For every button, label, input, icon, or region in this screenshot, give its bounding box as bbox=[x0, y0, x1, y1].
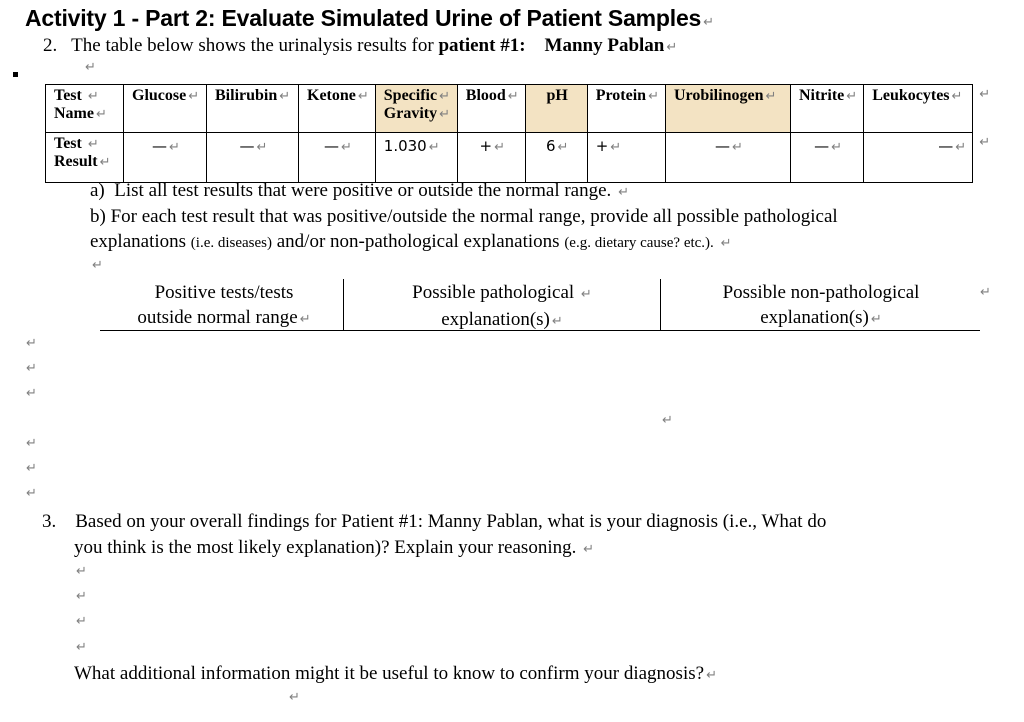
paragraph-mark-icon: ↵ bbox=[507, 89, 519, 104]
paragraph-mark-icon: ↵ bbox=[299, 312, 311, 327]
instruction-a: a) List all test results that were positive or outside the normal range. ↵ bbox=[90, 180, 629, 201]
table-header-cell: Bilirubin ↵ bbox=[207, 85, 299, 133]
paragraph-mark-icon: ↵ bbox=[706, 668, 717, 683]
paragraph-mark-icon: ↵ bbox=[580, 287, 592, 302]
paragraph-mark-icon: ↵ bbox=[720, 236, 732, 251]
paragraph-mark-icon: ↵ bbox=[256, 140, 268, 155]
paragraph-mark-icon: ↵ bbox=[279, 89, 291, 104]
question-number: 3. bbox=[42, 511, 57, 532]
question-2 bbox=[43, 35, 677, 57]
answer-col-non-pathological: Possible non-pathological explanation(s) ↵ bbox=[722, 282, 920, 328]
table-cell: 1.030 ↵ bbox=[375, 133, 457, 183]
row-end-mark bbox=[973, 85, 991, 133]
paragraph-mark-icon: ↵ bbox=[76, 614, 87, 629]
paragraph-mark-icon: ↵ bbox=[846, 89, 858, 104]
paragraph-mark-icon: ↵ bbox=[428, 140, 440, 155]
paragraph-mark-icon: ↵ bbox=[979, 86, 991, 102]
table-header-cell: pH bbox=[525, 85, 587, 133]
table-cell: — ↵ bbox=[299, 133, 376, 183]
table-row bbox=[46, 85, 991, 133]
paragraph-mark-icon: ↵ bbox=[557, 140, 569, 155]
paragraph-mark-icon: ↵ bbox=[169, 140, 180, 155]
table-row-label: Test ↵ Result ↵ bbox=[46, 133, 124, 183]
paragraph-mark-icon: ↵ bbox=[289, 690, 300, 705]
paragraph-mark-icon: ↵ bbox=[99, 155, 111, 170]
paragraph-mark-icon: ↵ bbox=[439, 89, 451, 104]
patient-label: patient #1: bbox=[438, 35, 526, 56]
question-number: 2. bbox=[43, 35, 58, 56]
paragraph-mark-icon: ↵ bbox=[831, 140, 843, 155]
paragraph-mark-icon: ↵ bbox=[648, 89, 659, 104]
paragraph-mark-icon: ↵ bbox=[26, 436, 37, 451]
paragraph-mark-icon: ↵ bbox=[357, 89, 369, 104]
paragraph-mark-icon: ↵ bbox=[980, 285, 991, 300]
instruction-b-line2: explanations (i.e. diseases) and/or non-pathological explanations (e.g. dietary cause? etc.). ↵ bbox=[90, 231, 732, 252]
paragraph-mark-icon: ↵ bbox=[26, 361, 37, 376]
urinalysis-table bbox=[45, 84, 991, 183]
table-cell: — ↵ bbox=[665, 133, 790, 183]
paragraph-mark-icon: ↵ bbox=[76, 640, 87, 655]
paragraph-mark-icon: ↵ bbox=[26, 336, 37, 351]
paragraph-mark-icon: ↵ bbox=[85, 60, 96, 75]
followup-question: What additional information might it be useful to know to confirm your diagnosis? ↵ bbox=[74, 663, 717, 684]
answer-col-positive-tests: Positive tests/tests outside normal range ↵ bbox=[137, 282, 311, 328]
paragraph-mark-icon: ↵ bbox=[76, 589, 87, 604]
question-3-line1: 3. Based on your overall findings for Patient #1: Manny Pablan, what is your diagnosis (i.e., What do bbox=[42, 511, 827, 532]
paragraph-mark-icon: ↵ bbox=[583, 542, 595, 557]
row-end-mark bbox=[973, 133, 991, 183]
paragraph-mark-icon: ↵ bbox=[95, 107, 107, 122]
table-cell: — ↵ bbox=[864, 133, 973, 183]
paragraph-mark-icon: ↵ bbox=[26, 486, 37, 501]
paragraph-mark-icon: ↵ bbox=[979, 134, 991, 150]
paragraph-mark-icon: ↵ bbox=[610, 140, 622, 155]
table-cell: — ↵ bbox=[790, 133, 863, 183]
bullet-icon bbox=[13, 72, 18, 77]
table-header-cell: Protein ↵ bbox=[587, 85, 665, 133]
table-header-cell: Glucose ↵ bbox=[124, 85, 207, 133]
paragraph-mark-icon: ↵ bbox=[955, 140, 967, 155]
paragraph-mark-icon: ↵ bbox=[662, 413, 673, 428]
table-header-cell: Test ↵ Name ↵ bbox=[46, 85, 124, 133]
table-cell: — ↵ bbox=[124, 133, 207, 183]
instruction-b-line1: b) For each test result that was positive/outside the normal range, provide all possible pathological bbox=[90, 206, 838, 227]
table-header-cell: Urobilinogen ↵ bbox=[665, 85, 790, 133]
question-text: The table below shows the urinalysis results for bbox=[71, 35, 439, 56]
paragraph-mark-icon: ↵ bbox=[340, 140, 352, 155]
paragraph-mark-icon: ↵ bbox=[732, 140, 743, 155]
table-header-cell: Blood ↵ bbox=[457, 85, 525, 133]
table-cell: — ↵ bbox=[207, 133, 299, 183]
paragraph-mark-icon: ↵ bbox=[92, 258, 103, 273]
paragraph-mark-icon: ↵ bbox=[494, 140, 505, 155]
table-cell: + ↵ bbox=[457, 133, 525, 183]
table-header-cell: Ketone ↵ bbox=[299, 85, 376, 133]
paragraph-mark-icon: ↵ bbox=[76, 564, 87, 579]
paragraph-mark-icon: ↵ bbox=[951, 89, 963, 104]
paragraph-mark-icon: ↵ bbox=[618, 185, 629, 200]
paragraph-mark-icon: ↵ bbox=[666, 40, 678, 55]
paragraph-mark-icon: ↵ bbox=[26, 386, 37, 401]
paragraph-mark-icon: ↵ bbox=[703, 15, 714, 30]
table-header-cell: Leukocytes ↵ bbox=[864, 85, 973, 133]
paragraph-mark-icon: ↵ bbox=[87, 89, 99, 104]
paragraph-mark-icon: ↵ bbox=[765, 89, 777, 104]
paragraph-mark-icon: ↵ bbox=[188, 89, 200, 104]
table-header-cell: Specific ↵ Gravity ↵ bbox=[375, 85, 457, 133]
patient-name: Manny Pablan bbox=[544, 35, 665, 56]
table-cell: + ↵ bbox=[587, 133, 665, 183]
paragraph-mark-icon: ↵ bbox=[870, 312, 882, 327]
answer-table-rule bbox=[100, 330, 980, 331]
paragraph-mark-icon: ↵ bbox=[439, 107, 451, 122]
page-title: Activity 1 - Part 2: Evaluate Simulated Urine of Patient Samples ↵ bbox=[25, 5, 714, 31]
paragraph-mark-icon: ↵ bbox=[551, 314, 563, 329]
answer-col-pathological: Possible pathological ↵ explanation(s) ↵ bbox=[412, 282, 592, 330]
paragraph-mark-icon: ↵ bbox=[26, 461, 37, 476]
question-3-line2: you think is the most likely explanation)? Explain your reasoning. ↵ bbox=[74, 537, 595, 558]
table-row bbox=[46, 133, 991, 183]
table-header-cell: Nitrite ↵ bbox=[790, 85, 863, 133]
paragraph-mark-icon: ↵ bbox=[87, 137, 99, 152]
table-cell: 6 ↵ bbox=[525, 133, 587, 183]
